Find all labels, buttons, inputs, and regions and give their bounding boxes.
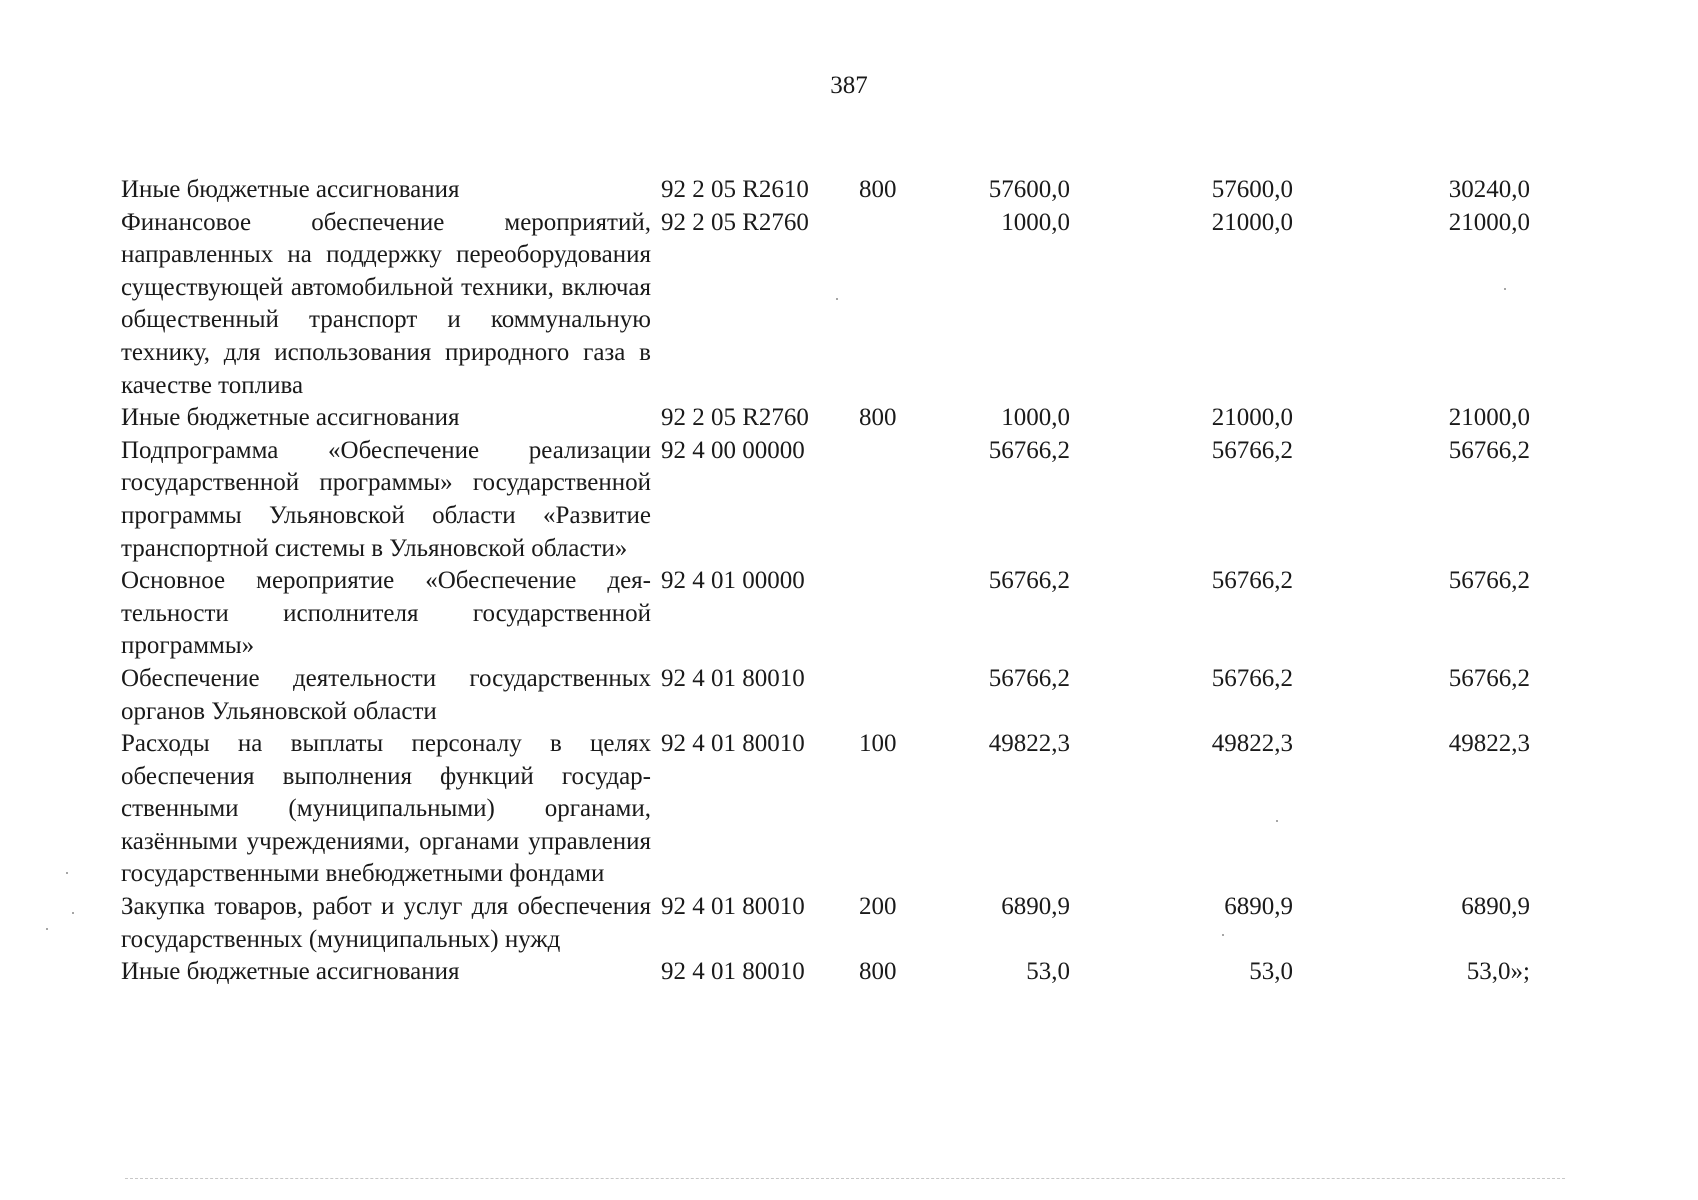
row-name: Обеспечение деятельности государственных органов Ульяновской области [121, 664, 651, 725]
row-amount-3: 53,0»; [1466, 958, 1530, 986]
row-code: 92 2 05 R2610 [661, 176, 809, 203]
row-code: 92 4 01 80010 [661, 730, 805, 758]
row-amount-3: 21000,0 [1448, 404, 1530, 432]
row-amount-3: 56766,2 [1448, 567, 1530, 595]
row-name: Расходы на выплаты персоналу в целях обеспечения выполнения функций государственными (муниципальными) органами, казёнными учреждениями, органами управления государственными внебюджетными фондами [121, 730, 651, 888]
row-code: 92 2 05 R2760 [661, 208, 809, 236]
row-amount-3: 30240,0 [1448, 176, 1530, 203]
row-amount-2: 6890,9 [1224, 893, 1293, 921]
row-code: 92 4 00 00000 [661, 436, 805, 464]
row-amount-1: 57600,0 [988, 176, 1070, 203]
row-expense-type: 800 [859, 176, 897, 203]
row-name: Основное мероприятие «Обеспечение деятельности исполнителя государственной программы» [121, 567, 651, 660]
row-code: 92 4 01 80010 [661, 893, 805, 921]
row-amount-1: 53,0 [1026, 958, 1070, 986]
row-amount-1: 56766,2 [988, 664, 1070, 692]
row-amount-2: 57600,0 [1211, 176, 1293, 203]
budget-table-body [121, 174, 1530, 989]
row-code: 92 4 01 80010 [661, 958, 805, 986]
table-row [121, 728, 1530, 891]
row-amount-2: 21000,0 [1211, 208, 1293, 236]
scan-speck [836, 298, 838, 300]
row-expense-type: 800 [859, 404, 897, 432]
row-amount-3: 21000,0 [1448, 208, 1530, 236]
row-code: 92 2 05 R2760 [661, 404, 809, 432]
page-number: 387 [830, 72, 868, 99]
row-amount-1: 56766,2 [988, 436, 1070, 464]
table-row [121, 402, 1530, 435]
scan-speck [66, 872, 68, 874]
row-name: Финансовое обеспечение мероприятий, направленных на поддержку переоборудования существующей автомобильной техники, включая общественный транспорт и коммунальную технику, для использования природного газа в качестве топлива [121, 208, 651, 399]
row-name: Подпрограмма «Обеспечение реализации государственной программы» государственной программы Ульяновской области «Развитие транспортной системы в Ульяновской области» [121, 436, 651, 562]
row-amount-1: 56766,2 [988, 567, 1070, 595]
row-amount-3: 56766,2 [1448, 436, 1530, 464]
scan-speck [72, 912, 74, 914]
row-amount-3: 56766,2 [1448, 664, 1530, 692]
table-row [121, 663, 1530, 728]
scan-speck [1276, 820, 1278, 822]
row-name: Иные бюджетные ассигнования [121, 176, 460, 203]
row-amount-2: 21000,0 [1211, 404, 1293, 432]
row-amount-1: 1000,0 [1001, 404, 1070, 432]
row-name: Иные бюджетные ассигнования [121, 958, 460, 986]
row-amount-1: 6890,9 [1001, 893, 1070, 921]
row-expense-type [859, 565, 934, 663]
budget-table [121, 174, 1530, 989]
scan-edge-line [125, 1178, 1565, 1179]
row-expense-type: 800 [859, 958, 897, 986]
table-row [121, 207, 1530, 403]
row-code: 92 4 01 00000 [661, 567, 805, 595]
row-expense-type: 200 [859, 893, 897, 921]
row-amount-1: 49822,3 [988, 730, 1070, 758]
row-amount-3: 49822,3 [1448, 730, 1530, 758]
row-name: Иные бюджетные ассигнования [121, 404, 460, 432]
table-row [121, 435, 1530, 565]
row-amount-2: 56766,2 [1211, 436, 1293, 464]
table-row [121, 565, 1530, 663]
row-expense-type [859, 435, 934, 565]
scan-speck [1222, 934, 1224, 936]
row-expense-type [859, 207, 934, 403]
row-amount-3: 6890,9 [1461, 893, 1530, 921]
table-row [121, 956, 1530, 989]
table-row [121, 174, 1530, 207]
row-amount-2: 56766,2 [1211, 567, 1293, 595]
row-expense-type: 100 [859, 730, 897, 758]
row-expense-type [859, 663, 934, 728]
table-row [121, 891, 1530, 956]
scan-speck [46, 928, 48, 930]
row-code: 92 4 01 80010 [661, 664, 805, 692]
row-amount-1: 1000,0 [1001, 208, 1070, 236]
scan-speck [1504, 288, 1506, 290]
row-amount-2: 49822,3 [1211, 730, 1293, 758]
row-amount-2: 53,0 [1249, 958, 1293, 986]
row-amount-2: 56766,2 [1211, 664, 1293, 692]
row-name: Закупка товаров, работ и услуг для обеспечения государственных (муниципальных) нужд [121, 893, 651, 953]
